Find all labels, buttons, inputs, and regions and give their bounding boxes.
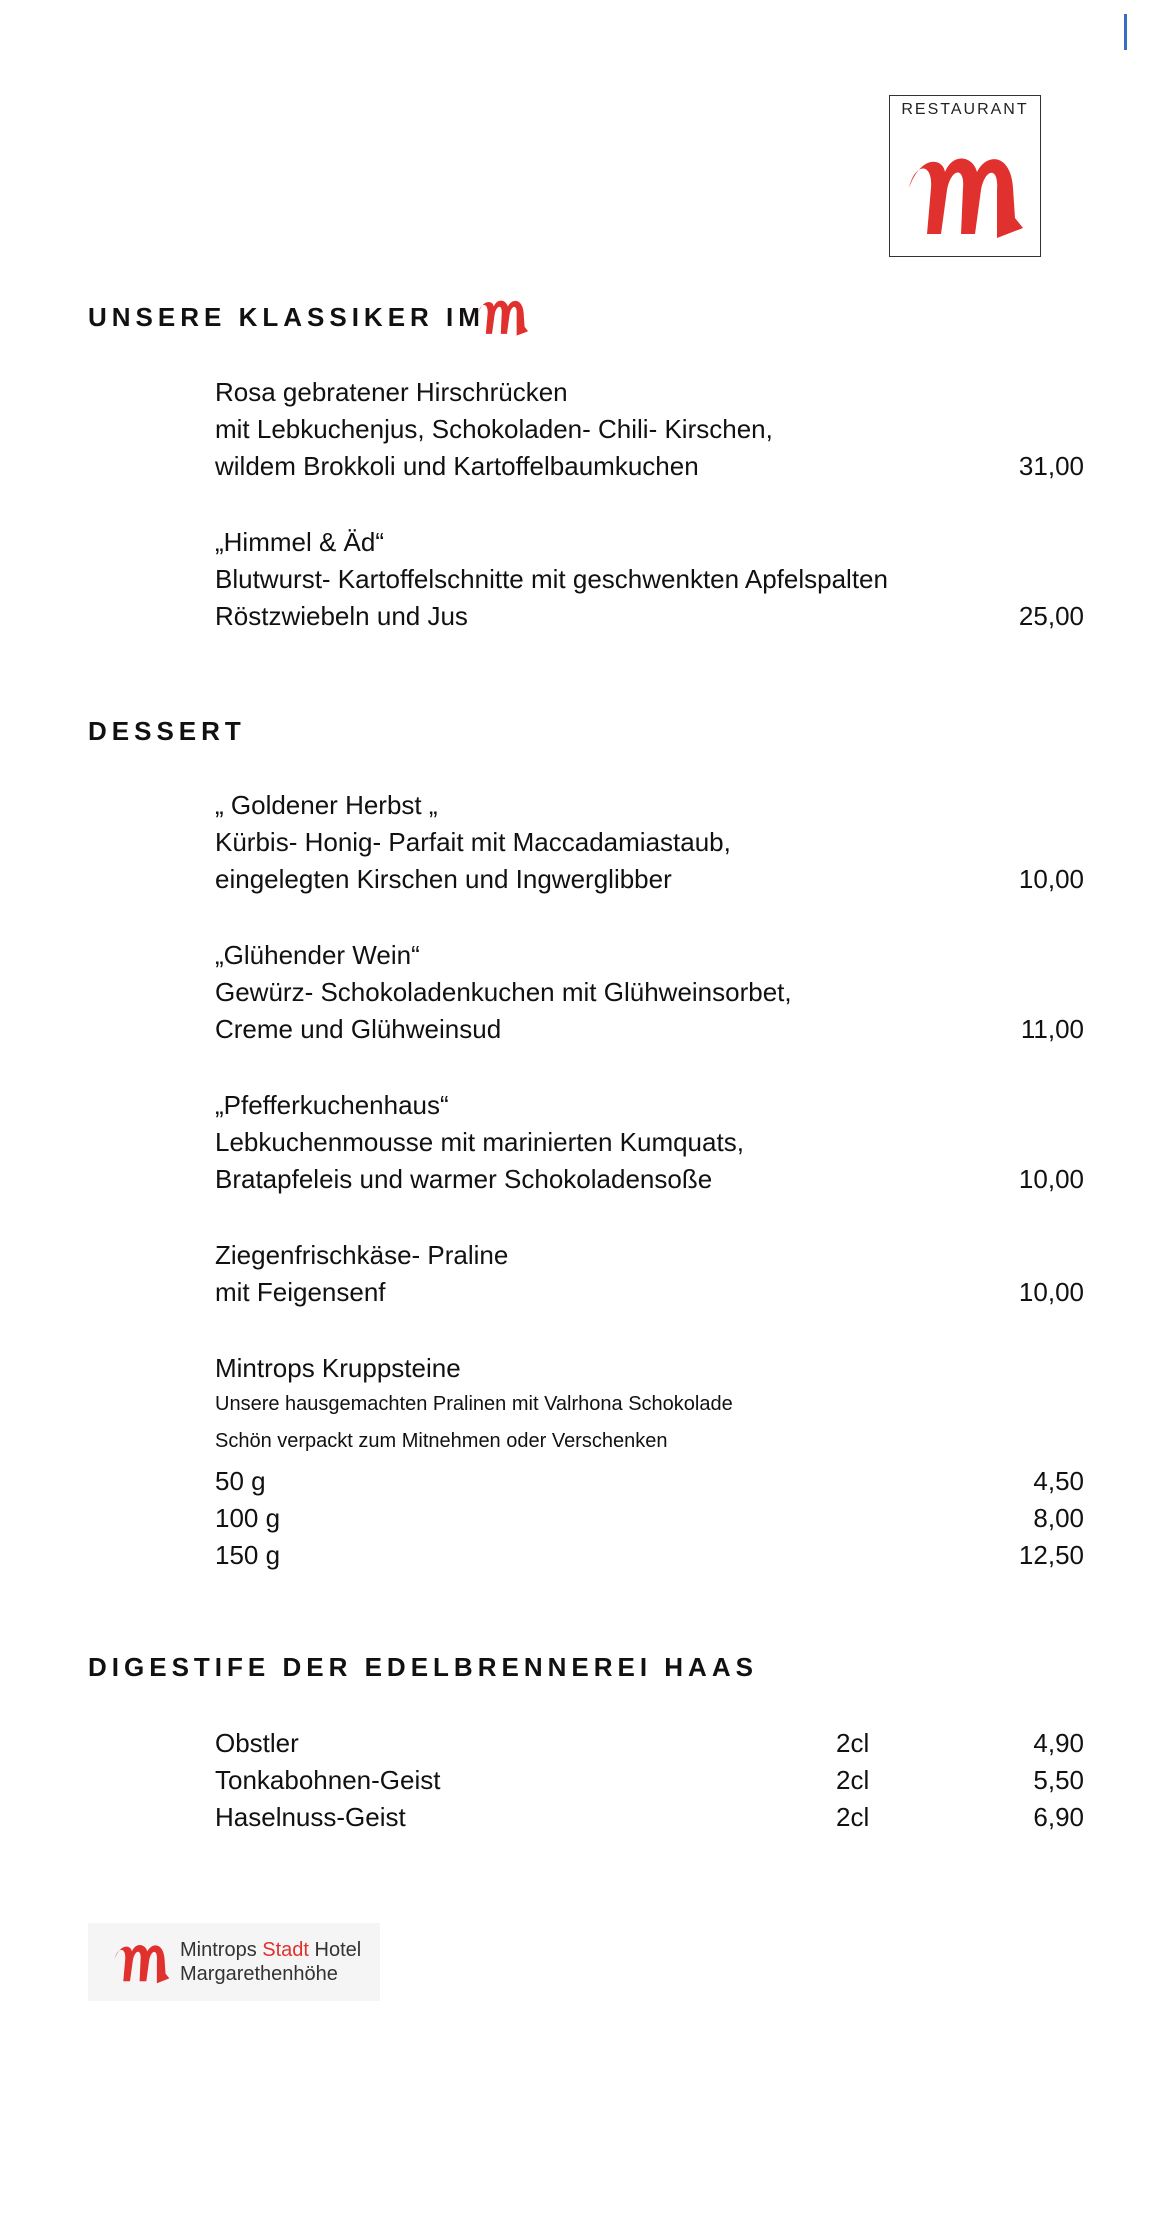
dish-description: mit Feigensenf	[215, 1277, 386, 1307]
digestif-size: 2cl	[836, 1728, 870, 1758]
hotel-location: Margarethenhöhe	[180, 1963, 338, 1985]
dish-description: wildem Brokkoli und Kartoffelbaumkuchen	[215, 451, 699, 481]
hotel-name-part: Mintrops	[180, 1939, 257, 1961]
digestif-price: 6,90	[1033, 1802, 1084, 1832]
dish-description: mit Lebkuchenjus, Schokoladen- Chili- Kirschen,	[215, 414, 773, 444]
dish-price: 10,00	[1018, 1164, 1084, 1194]
dish-description: Röstzwiebeln und Jus	[215, 601, 468, 631]
dish-price: 10,00	[1018, 1277, 1084, 1307]
dish-name: „Pfefferkuchenhaus“	[215, 1090, 449, 1120]
dish-price: 11,00	[1020, 1014, 1084, 1044]
logo-word: RESTAURANT	[901, 101, 1029, 118]
praline-weight: 100 g	[215, 1503, 281, 1533]
digestif-price: 5,50	[1033, 1765, 1084, 1795]
hotel-logo	[88, 1923, 380, 2001]
dish-name: „Glühender Wein“	[215, 940, 420, 970]
dish-price: 31,00	[1018, 451, 1084, 481]
dish-name: „ Goldener Herbst „	[215, 790, 438, 820]
dish-description: Bratapfeleis und warmer Schokoladensoße	[215, 1164, 713, 1194]
praline-title: Mintrops Kruppsteine	[215, 1353, 461, 1383]
dish-description: Lebkuchenmousse mit marinierten Kumquats,	[215, 1127, 744, 1157]
dish-description: Creme und Glühweinsud	[215, 1014, 502, 1044]
page-marker	[1124, 14, 1127, 50]
praline-price: 4,50	[1033, 1466, 1084, 1496]
praline-note: Unsere hausgemachten Pralinen mit Valrhona Schokolade	[215, 1393, 733, 1415]
digestif-size: 2cl	[836, 1802, 870, 1832]
dish-description: eingelegten Kirschen und Ingwerglibber	[215, 864, 672, 894]
digestif-size: 2cl	[836, 1765, 870, 1795]
dish-price: 25,00	[1018, 601, 1084, 631]
dish-description: Kürbis- Honig- Parfait mit Maccadamiastaub,	[215, 827, 731, 857]
dish-name: „Himmel & Äd“	[215, 527, 385, 557]
section-title-dessert: DESSERT	[88, 716, 246, 746]
praline-price: 8,00	[1033, 1503, 1084, 1533]
hotel-name	[180, 1939, 361, 1961]
dish-name: Rosa gebratener Hirschrücken	[215, 377, 568, 407]
digestif-name: Tonkabohnen-Geist	[215, 1765, 441, 1795]
section-title-klassiker: UNSERE KLASSIKER IM	[88, 302, 485, 332]
hotel-name-part: Hotel	[314, 1939, 362, 1961]
digestif-name: Haselnuss-Geist	[215, 1802, 406, 1832]
restaurant-logo	[889, 95, 1041, 257]
dish-price: 10,00	[1018, 864, 1084, 894]
praline-weight: 50 g	[215, 1466, 266, 1496]
dish-name: Ziegenfrischkäse- Praline	[215, 1240, 509, 1270]
dish-description: Gewürz- Schokoladenkuchen mit Glühweinsorbet,	[215, 977, 792, 1007]
praline-weight: 150 g	[215, 1540, 281, 1570]
digestif-name: Obstler	[215, 1728, 299, 1758]
praline-price: 12,50	[1018, 1540, 1084, 1570]
m-logo-icon	[901, 148, 1031, 248]
m-logo-icon	[472, 296, 534, 340]
digestif-price: 4,90	[1033, 1728, 1084, 1758]
hotel-name-accent: Stadt	[262, 1939, 309, 1961]
dish-description: Blutwurst- Kartoffelschnitte mit geschwenkten Apfelspalten	[215, 564, 888, 594]
section-title-digestife: DIGESTIFE DER EDELBRENNEREI HAAS	[88, 1652, 758, 1682]
m-logo-icon	[110, 1940, 174, 1988]
praline-note: Schön verpackt zum Mitnehmen oder Verschenken	[215, 1430, 668, 1452]
